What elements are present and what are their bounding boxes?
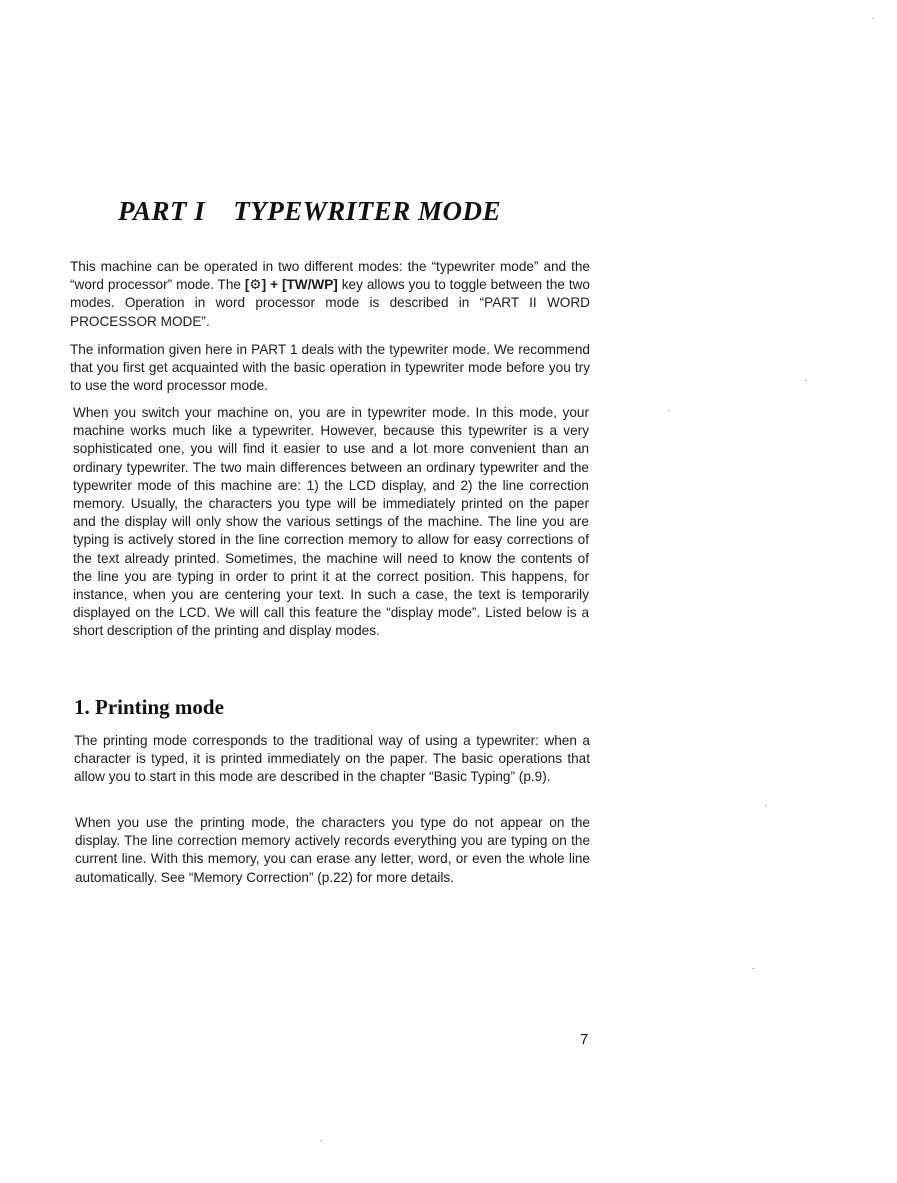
scan-speck [765,805,767,806]
section-title: 1. Printing mode [74,695,224,719]
section-paragraph-2: When you use the printing mode, the characters you type do not appear on the display. The line correction memory actively records everything you are typing on the current line. With this memory, you can erase any letter, word, or even the whole line automatically. See “Memory Correction” (p.22) for more details. [75,815,590,885]
intro-paragraph-1 [70,258,590,331]
part-name: TYPEWRITER MODE [233,196,502,226]
part-label: PART I [118,196,206,226]
intro-paragraph-3: When you switch your machine on, you are in typewriter mode. In this mode, your machine works much like a typewriter. However, because this typewriter is a very sophisticated one, you will find it easier to use and a lot more convenient than an ordinary typewriter. The two main differences between an ordinary typewriter and the typewriter mode of this machine are: 1) the LCD display, and 2) the line correction memory. Usually, the characters you type will be immediately printed on the paper and the display will only show the various settings of the machine. The line you are typing is actively stored in the line correction memory to allow for easy corrections of the text already printed. Sometimes, the machine will need to know the contents of the line you are typing in order to print it at the correct position. This happens, for instance, when you are centering your text. In such a case, the text is temporarily displayed on the LCD. We will call this feature the “display mode”. Listed below is a short description of the printing and display modes. [73,405,589,639]
scan-speck [752,968,754,969]
part-title [118,196,501,227]
scan-speck [872,18,874,19]
intro-text-after-key: key allows you to toggle between the two modes. Operation in word processor mode is described in “PART II WORD PROCESSOR MODE”. [70,277,590,329]
scan-speck [805,380,807,381]
section-paragraph-1: The printing mode corresponds to the traditional way of using a typewriter: when a character is typed, it is printed immediately on the paper. The basic operations that allow you to start in this mode are described in the chapter “Basic Typing” (p.9). [74,733,590,785]
key-combination: [⚙] + [TW/WP] [244,277,338,293]
intro-paragraph-2: The information given here in PART 1 deals with the typewriter mode. We recommend that you first get acquainted with the basic operation in typewriter mode before you try to use the word processor mode. [70,342,590,394]
scan-speck [668,410,670,411]
page-number: 7 [580,1031,589,1048]
intro-text-before-key: This machine can be operated in two different modes: the “typewriter mode” and the “word processor” mode. The [70,259,590,293]
scan-speck [320,1140,322,1141]
